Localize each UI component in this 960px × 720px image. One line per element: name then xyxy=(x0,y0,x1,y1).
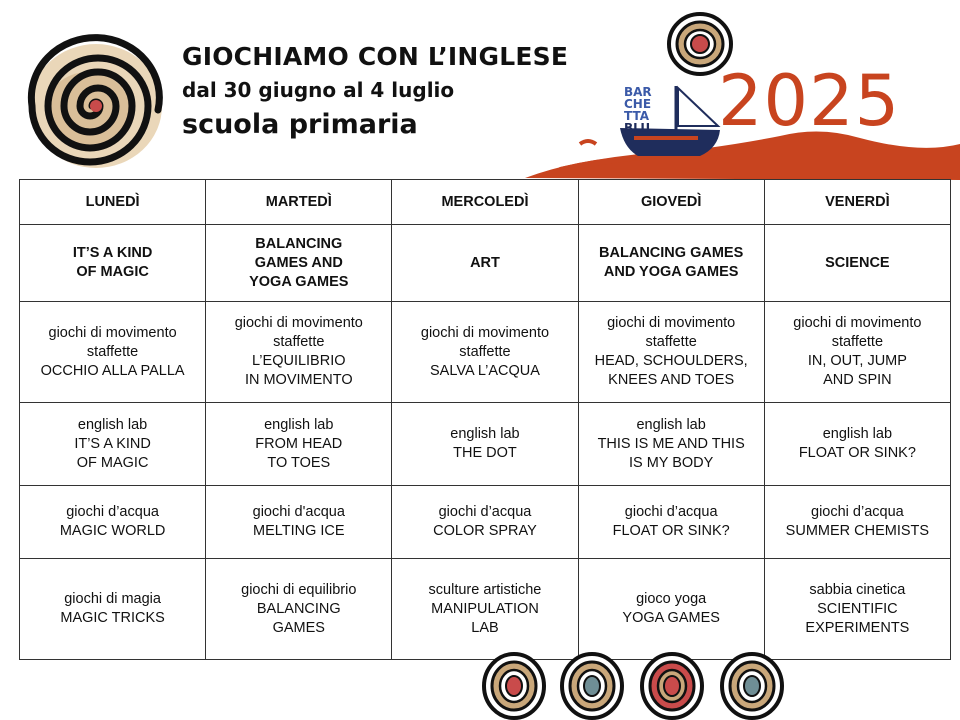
day-header: LUNEDÌ xyxy=(20,180,206,225)
activity-cell: sabbia cinetica SCIENTIFIC EXPERIMENTS xyxy=(764,559,950,660)
header-block xyxy=(182,40,568,144)
activity-cell: giochi di equilibrio BALANCING GAMES xyxy=(206,559,392,660)
activity-cell: giochi di movimento staffette SALVA L’ACQUA xyxy=(392,302,578,403)
activity-cell: giochi d’acqua COLOR SPRAY xyxy=(392,486,578,559)
decorative-circles xyxy=(470,648,800,720)
target-circle-icon xyxy=(484,654,544,718)
activity-cell: sculture artistiche MANIPULATION LAB xyxy=(392,559,578,660)
svg-text:CHE: CHE xyxy=(624,97,652,111)
theme-cell: ART xyxy=(392,225,578,302)
day-header: GIOVEDÌ xyxy=(578,180,764,225)
activity-cell: giochi d’acqua SUMMER CHEMISTS xyxy=(764,486,950,559)
activity-row xyxy=(20,486,951,559)
themes-row xyxy=(20,225,951,302)
day-header: MERCOLEDÌ xyxy=(392,180,578,225)
activity-cell: english lab FROM HEAD TO TOES xyxy=(206,403,392,486)
year-label: 2025 xyxy=(718,60,901,142)
activity-cell: giochi di movimento staffette IN, OUT, JUMP AND SPIN xyxy=(764,302,950,403)
activity-cell: english lab FLOAT OR SINK? xyxy=(764,403,950,486)
activity-cell: giochi d’acqua MAGIC WORLD xyxy=(20,486,206,559)
day-header: MARTEDÌ xyxy=(206,180,392,225)
activity-cell: english lab THE DOT xyxy=(392,403,578,486)
activity-cell: gioco yoga YOGA GAMES xyxy=(578,559,764,660)
activity-row xyxy=(20,403,951,486)
activity-cell: giochi d'acqua MELTING ICE xyxy=(206,486,392,559)
target-circle-icon xyxy=(722,654,782,718)
activity-cell: giochi di movimento staffette OCCHIO ALLA PALLA xyxy=(20,302,206,403)
theme-cell: BALANCING GAMES AND YOGA GAMES xyxy=(578,225,764,302)
activity-cell: giochi d’acqua FLOAT OR SINK? xyxy=(578,486,764,559)
school-level: scuola primaria xyxy=(182,109,418,140)
svg-text:BLU: BLU xyxy=(624,121,651,135)
weekly-schedule-table xyxy=(19,179,951,660)
theme-cell: IT’S A KIND OF MAGIC xyxy=(20,225,206,302)
theme-cell: BALANCING GAMES AND YOGA GAMES xyxy=(206,225,392,302)
activity-cell: giochi di magia MAGIC TRICKS xyxy=(20,559,206,660)
day-header: VENERDÌ xyxy=(764,180,950,225)
days-row xyxy=(20,180,951,225)
spiral-logo-icon xyxy=(18,34,168,174)
target-circle-icon xyxy=(642,654,702,718)
activity-row xyxy=(20,302,951,403)
activity-cell: giochi di movimento staffette HEAD, SCHOULDERS, KNEES AND TOES xyxy=(578,302,764,403)
activity-cell: english lab THIS IS ME AND THIS IS MY BODY xyxy=(578,403,764,486)
target-circle-icon xyxy=(562,654,622,718)
brand-wordmark xyxy=(624,85,652,135)
activity-row xyxy=(20,559,951,660)
activity-cell: english lab IT’S A KIND OF MAGIC xyxy=(20,403,206,486)
svg-text:TTA: TTA xyxy=(624,109,650,123)
date-range: dal 30 giugno al 4 luglio xyxy=(182,78,455,102)
svg-text:BAR: BAR xyxy=(624,85,652,99)
activity-cell: giochi di movimento staffette L’EQUILIBRIO IN MOVIMENTO xyxy=(206,302,392,403)
theme-cell: SCIENCE xyxy=(764,225,950,302)
page-title: GIOCHIAMO CON L’INGLESE xyxy=(182,42,569,71)
